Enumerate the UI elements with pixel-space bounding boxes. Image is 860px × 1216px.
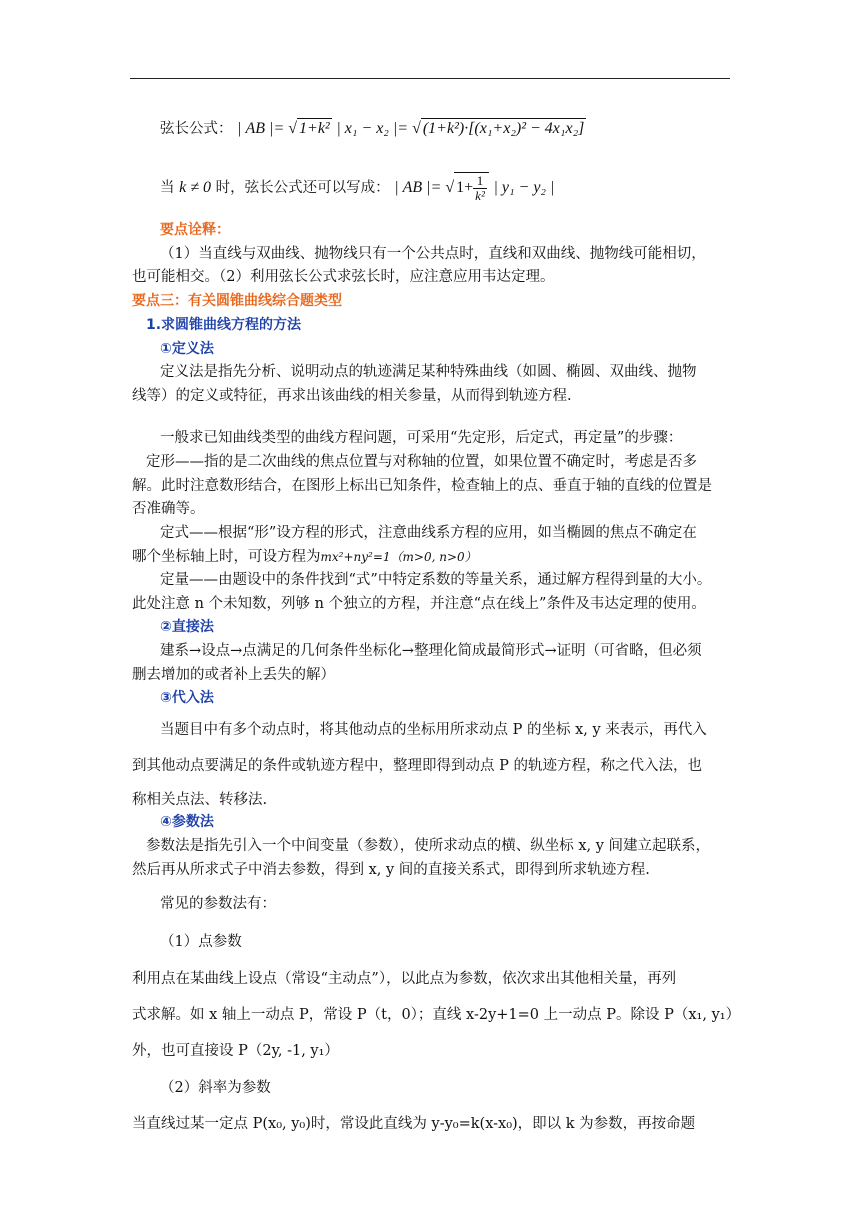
slope-param-line1: 当直线过某一定点 P(x₀, y₀)时，常设此直线为 y-y₀=k(x-x₀)，即以 k 为参数，再按命题: [132, 1116, 696, 1132]
chord-formula-left: | AB |=: [237, 120, 289, 137]
method2-line2: 删去增加的或者补上丢失的解）: [132, 667, 335, 683]
method1-line6: 否准确等。: [132, 501, 205, 517]
section3-title: 要点三：有关圆锥曲线综合题类型: [132, 293, 342, 309]
method1-line4: 定形——指的是二次曲线的焦点位置与对称轴的位置，如果位置不确定时，考虑是否多: [146, 454, 697, 470]
method1-line7: 定式——根据“形”设方程的形式，注意曲线系方程的应用，如当椭圆的焦点不确定在: [160, 525, 697, 541]
chord-formula-line: [160, 118, 586, 139]
method1-line5: 解。此时注意数形结合，在图形上标出已知条件，检查轴上的点、垂直于轴的直线的位置是: [132, 478, 712, 494]
header-rule: [130, 78, 730, 79]
chord-formula-alt-text: 时，弦长公式还可以写成：: [215, 180, 390, 196]
point-param-line3: 外，也可直接设 P（2y, -1, y₁）: [132, 1043, 339, 1059]
point-param-line2: 式求解。如 x 轴上一动点 P，常设 P（t，0）；直线 x-2y+1=0 上一动点 P。除设 P（x₁, y₁）: [132, 1007, 741, 1023]
method2-line1: 建系→设点→点满足的几何条件坐标化→整理化简成最简形式→证明（可省略，但必须: [160, 643, 702, 659]
point-param-line1: 利用点在某曲线上设点（常设“主动点”），以此点为参数，依次求出其他相关量，再列: [132, 971, 677, 987]
method4-line2: 然后再从所求式子中消去参数，得到 x, y 间的直接关系式，即得到所求轨迹方程.: [132, 862, 650, 878]
chord-formula-sqrt2: √ (1+k²)·[(x₁+x₂)² − 4x₁x₂]: [412, 120, 585, 137]
method3-line2: 到其他动点要满足的条件或轨迹方程中，整理即得到动点 P 的轨迹方程，称之代入法，也: [132, 758, 702, 774]
method1-line10: 此处注意 n 个未知数，列够 n 个独立的方程，并注意“点在线上”条件及韦达定理的使用。: [132, 596, 706, 612]
method1-line3: 一般求已知曲线类型的曲线方程问题，可采用“先定形，后定式，再定量”的步骤：: [160, 430, 683, 446]
method1-line1: 定义法是指先分析、说明动点的轨迹满足某种特殊曲线（如圆、椭圆、双曲线、抛物: [160, 364, 697, 380]
chord-formula-alt-right: | y₁ − y₂ |: [493, 179, 555, 196]
chord-formula-alt-cond: k ≠ 0: [179, 179, 211, 196]
method3-title: ③代入法: [160, 690, 214, 706]
method3-line3: 称相关点法、转移法.: [132, 792, 268, 808]
note-paragraph-line1: （1）当直线与双曲线、抛物线只有一个公共点时，直线和双曲线、抛物线可能相切，: [160, 246, 706, 262]
chord-formula-alt-left: | AB |=: [394, 179, 446, 196]
method1-line8: [132, 547, 477, 567]
method2-title: ②直接法: [160, 619, 214, 635]
chord-formula-alt-sqrt: √ 1+ $\frac{1}{\text{k²}}$: [445, 172, 488, 203]
method4-line3: 常见的参数法有：: [160, 896, 276, 912]
chord-formula-sqrt1: √ 1+k²: [288, 120, 330, 137]
ellipse-equation: mx²+ny²=1（m>0, n>0）: [320, 550, 477, 564]
method4-line1: 参数法是指先引入一个中间变量（参数），使所求动点的横、纵坐标 x, y 间建立起联系，: [146, 838, 711, 854]
chord-formula-alt-line: [160, 172, 554, 203]
method4-title: ④参数法: [160, 814, 214, 830]
method3-line1: 当题目中有多个动点时，将其他动点的坐标用所求动点 P 的坐标 x, y 来表示，再代入: [160, 722, 707, 738]
note-paragraph-line2: 也可能相交。（2）利用弦长公式求弦长时，应注意应用韦达定理。: [132, 269, 555, 285]
method1-line8-text: 哪个坐标轴上时，可设方程为: [132, 549, 321, 565]
method1-title: ①定义法: [160, 341, 214, 357]
method1-line9: 定量——由题设中的条件找到“式”中特定系数的等量关系，通过解方程得到量的大小。: [160, 572, 712, 588]
chord-formula-label: 弦长公式：: [160, 121, 233, 137]
point-param-title: （1）点参数: [160, 934, 242, 950]
chord-formula-mid: | x₁ − x₂ |=: [336, 120, 413, 137]
sub1-title: 1.求圆锥曲线方程的方法: [146, 317, 302, 333]
slope-param-title: （2）斜率为参数: [160, 1080, 271, 1096]
chord-formula-alt-prefix: 当: [160, 180, 175, 196]
note-title: 要点诠释：: [160, 222, 230, 238]
method1-line2: 线等）的定义或特征，再求出该曲线的相关参量，从而得到轨迹方程.: [132, 388, 572, 404]
